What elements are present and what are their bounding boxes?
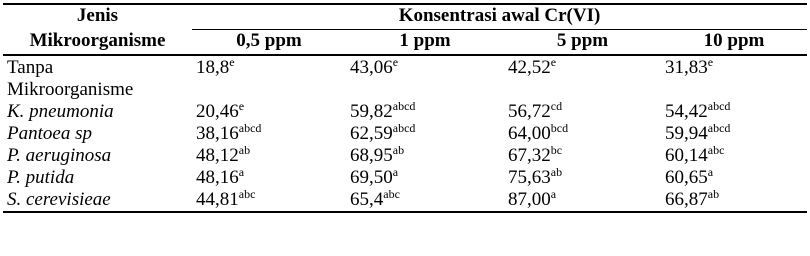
cell-value: 43,06: [350, 57, 393, 78]
cell-value: 68,95: [350, 145, 393, 166]
organism-header-line1: Jenis: [3, 4, 192, 30]
significance-letters: abcd: [707, 99, 731, 113]
significance-letters: abcd: [707, 121, 731, 135]
concentration-header: 1 ppm: [346, 30, 504, 56]
value-cell: [192, 145, 346, 167]
cell-value: 65,4: [350, 189, 384, 210]
value-cell: [192, 167, 346, 189]
value-cell: [504, 189, 661, 212]
empty-cell: [504, 79, 661, 101]
cell-value: 56,72: [508, 101, 551, 122]
empty-cell: [346, 79, 504, 101]
value-cell: [661, 145, 807, 167]
organism-header-line2: Mikroorganisme: [3, 30, 192, 56]
significance-letters: abc: [238, 187, 256, 201]
cell-value: 42,52: [508, 57, 551, 78]
cell-value: 67,32: [508, 145, 551, 166]
value-cell: [504, 101, 661, 123]
value-cell: [192, 189, 346, 212]
organism-name: [3, 167, 192, 189]
organism-name: [3, 189, 192, 212]
value-cell: [504, 145, 661, 167]
cell-value: 38,16: [196, 123, 239, 144]
significance-letters: bc: [550, 143, 563, 157]
table-row: [3, 101, 807, 123]
value-cell: [346, 145, 504, 167]
significance-letters: cd: [550, 99, 563, 113]
cell-value: 60,14: [665, 145, 708, 166]
significance-letters: a: [707, 165, 714, 179]
value-cell: [192, 123, 346, 145]
organism-name: [3, 123, 192, 145]
organism-name: [3, 101, 192, 123]
cell-value: 62,59: [350, 123, 393, 144]
significance-letters: ab: [238, 143, 251, 157]
value-cell: [661, 55, 807, 79]
significance-letters: e: [707, 55, 714, 69]
value-cell: [192, 101, 346, 123]
table-row: [3, 55, 807, 79]
organism-name-line2: Mikroorganisme: [7, 79, 134, 100]
concentration-group-header: Konsentrasi awal Cr(VI): [192, 4, 807, 30]
table-row-continuation: [3, 79, 807, 101]
significance-letters: e: [229, 55, 235, 69]
organism-label: Tanpa: [7, 57, 54, 78]
value-cell: [346, 101, 504, 123]
organism-label: P. aeruginosa: [7, 145, 112, 166]
organism-name: [3, 145, 192, 167]
cell-value: 60,65: [665, 167, 708, 188]
significance-letters: abc: [383, 187, 400, 201]
concentration-header: 0,5 ppm: [192, 30, 346, 56]
table-row: [3, 167, 807, 189]
cell-value: 20,46: [196, 101, 239, 122]
significance-letters: a: [238, 165, 245, 179]
concentration-header: 10 ppm: [661, 30, 807, 56]
value-cell: [504, 55, 661, 79]
cell-value: 48,16: [196, 167, 239, 188]
value-cell: [346, 189, 504, 212]
significance-letters: e: [392, 55, 399, 69]
value-cell: [192, 55, 346, 79]
significance-letters: a: [550, 187, 557, 201]
value-cell: [661, 101, 807, 123]
cell-value: 87,00: [508, 189, 551, 210]
cell-value: 54,42: [665, 101, 708, 122]
cell-value: 18,8: [196, 57, 230, 78]
value-cell: [661, 123, 807, 145]
cell-value: 75,63: [508, 167, 551, 188]
cell-value: 69,50: [350, 167, 393, 188]
organism-name: [3, 55, 192, 79]
concentration-header: 5 ppm: [504, 30, 661, 56]
value-cell: [346, 55, 504, 79]
results-table: [3, 3, 807, 213]
cell-value: 59,94: [665, 123, 708, 144]
value-cell: [661, 189, 807, 212]
cell-value: 48,12: [196, 145, 239, 166]
table-row: [3, 189, 807, 212]
value-cell: [346, 167, 504, 189]
significance-letters: abcd: [238, 121, 262, 135]
cell-value: 66,87: [665, 189, 708, 210]
cell-value: 64,00: [508, 123, 551, 144]
significance-letters: abcd: [392, 121, 416, 135]
header-row-1: [3, 4, 807, 30]
empty-cell: [661, 79, 807, 101]
table-row: [3, 145, 807, 167]
cell-value: 31,83: [665, 57, 708, 78]
significance-letters: e: [238, 99, 245, 113]
significance-letters: ab: [392, 143, 405, 157]
significance-letters: ab: [550, 165, 563, 179]
organism-label: S. cerevisieae: [7, 189, 111, 210]
significance-letters: abc: [707, 143, 725, 157]
header-row-2: [3, 30, 807, 56]
significance-letters: a: [392, 165, 399, 179]
table-header: [3, 4, 807, 55]
value-cell: [504, 167, 661, 189]
significance-letters: ab: [707, 187, 720, 201]
organism-label: Pantoea sp: [7, 123, 92, 144]
empty-cell: [192, 79, 346, 101]
significance-letters: abcd: [392, 99, 416, 113]
organism-label: K. pneumonia: [7, 101, 114, 122]
cell-value: 59,82: [350, 101, 393, 122]
table-row: [3, 123, 807, 145]
significance-letters: e: [550, 55, 557, 69]
significance-letters: bcd: [550, 121, 569, 135]
table-body: [3, 55, 807, 212]
value-cell: [346, 123, 504, 145]
cell-value: 44,81: [196, 189, 239, 210]
value-cell: [661, 167, 807, 189]
organism-label: P. putida: [7, 167, 75, 188]
value-cell: [504, 123, 661, 145]
